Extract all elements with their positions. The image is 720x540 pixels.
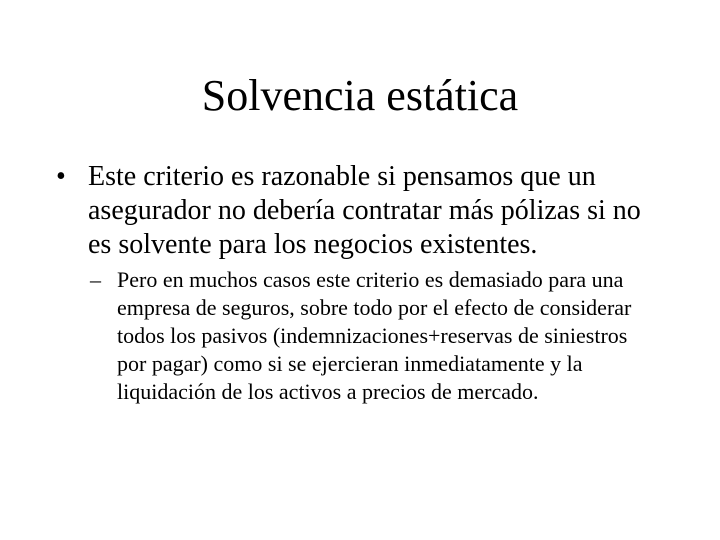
sub-bullet-marker: – — [90, 267, 101, 292]
bullet-item — [56, 160, 676, 262]
sub-bullet-item — [90, 266, 670, 406]
bullet-text: Este criterio es razonable si pensamos que un asegurador no debería contratar más pólizas si no es solvente para los negocios existentes. — [88, 161, 641, 260]
slide-title: Solvencia estática — [201, 71, 519, 120]
bullet-marker: • — [56, 161, 66, 192]
sub-bullet-text: Pero en muchos casos este criterio es demasiado para una empresa de seguros, sobre todo por el efecto de considerar todos los pasivos (indemnizaciones+reservas de siniestros por pagar) como si se ejercieran inmediatamente y la liquidación de los activos a precios de mercado. — [117, 267, 632, 404]
